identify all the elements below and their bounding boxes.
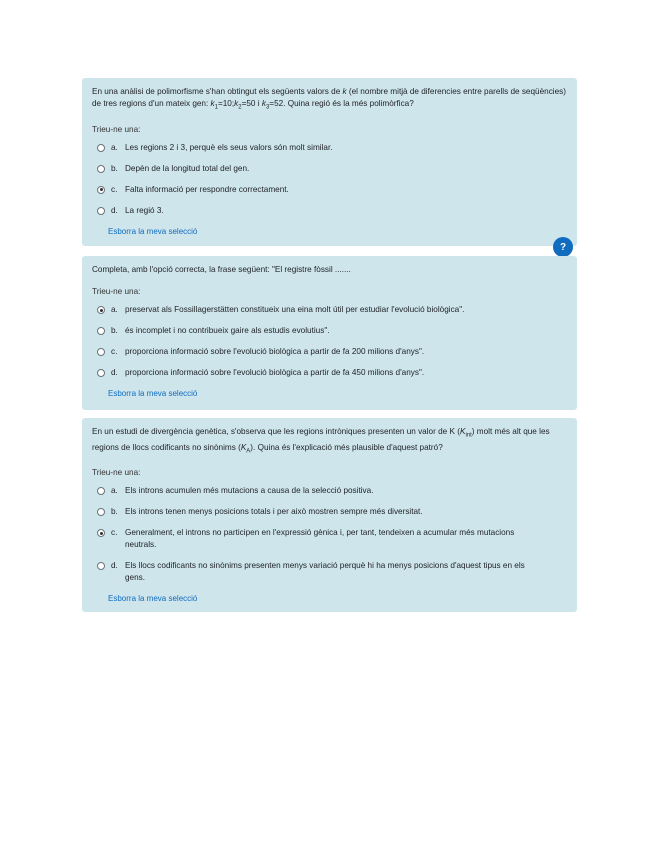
radio-button[interactable] (97, 165, 105, 173)
option-text: Els introns tenen menys posicions totals i per això mostren sempre més diversitat. (125, 507, 423, 517)
option-c[interactable] (92, 184, 567, 196)
option-text: preservat als Fossillagerstätten constitueix una eina molt útil per estudiar l'evolució biològica". (125, 305, 465, 314)
question-card-1 (82, 78, 577, 246)
radio-button[interactable] (97, 508, 105, 516)
question-text: Completa, amb l'opció correcta, la frase següent: "El registre fòssil ....... (92, 265, 351, 274)
option-d[interactable] (92, 367, 567, 379)
option-c[interactable] (92, 527, 567, 551)
option-text: Generalment, el introns no participen en l'expressió gènica i, per tant, tendeixen a acumular més mutacions neutrals. (125, 528, 515, 550)
radio-button[interactable] (97, 186, 105, 194)
option-letter: b. (111, 163, 118, 173)
option-c[interactable] (92, 346, 567, 358)
option-letter: d. (111, 205, 118, 215)
option-b[interactable] (92, 325, 567, 337)
option-text: Falta informació per respondre correctament. (125, 184, 289, 194)
option-letter: b. (111, 507, 118, 517)
radio-button[interactable] (97, 529, 105, 537)
radio-button[interactable] (97, 144, 105, 152)
radio-button[interactable] (97, 348, 105, 356)
option-letter: a. (111, 142, 118, 152)
option-text: Els llocs codificants no sinònims presenten menys variació perquè hi ha menys posicions d'aquest tipus en els gens. (125, 561, 525, 583)
option-a[interactable] (92, 142, 567, 154)
help-icon[interactable]: ? (553, 237, 573, 257)
question-card-3 (82, 418, 577, 612)
option-letter: d. (111, 368, 118, 377)
option-text: Depèn de la longitud total del gen. (125, 163, 250, 173)
option-d[interactable] (92, 560, 567, 584)
option-text: és incomplet i no contribueix gaire als estudis evolutius". (125, 326, 330, 335)
option-letter: d. (111, 561, 118, 571)
option-a[interactable] (92, 304, 567, 316)
option-text: Els introns acumulen més mutacions a causa de la selecció positiva. (125, 486, 374, 496)
option-text: La regió 3. (125, 205, 164, 215)
option-letter: a. (111, 305, 118, 314)
option-text: Les regions 2 i 3, perquè els seus valors són molt similar. (125, 142, 333, 152)
question-text: En un estudi de divergència genètica, s'observa que les regions intròniques presenten un valor de K $(K_{int})$ molt més alt que les regions de llocs codificants no sinònims $(K_A)$. Quina és l'explicació més plausible d'aquest patró? (92, 427, 550, 455)
radio-button[interactable] (97, 207, 105, 215)
option-b[interactable] (92, 506, 567, 518)
clear-selection-link[interactable]: Esborra la meva selecció (108, 226, 198, 236)
clear-selection-link[interactable]: Esborra la meva selecció (108, 594, 198, 604)
option-b[interactable] (92, 163, 567, 175)
option-text: proporciona informació sobre l'evolució biològica a partir de fa 450 milions d'anys". (125, 368, 425, 377)
option-letter: a. (111, 486, 118, 496)
option-letter: c. (111, 347, 118, 356)
radio-button[interactable] (97, 369, 105, 377)
radio-button[interactable] (97, 487, 105, 495)
choose-one-prompt: Trieu-ne una: (92, 468, 141, 478)
option-letter: c. (111, 184, 118, 194)
option-d[interactable] (92, 205, 567, 217)
option-a[interactable] (92, 485, 567, 497)
radio-button[interactable] (97, 562, 105, 570)
question-text: En una anàlisi de polimorfisme s'han obtingut els següents valors de k (el nombre mitjà de diferencies entre parells de seqüències) de tres regions d'un mateix gen: $k_1=10;k_2=50$ i $k_3=52$. Quina regió és la més polimòrfica? (92, 87, 566, 111)
clear-selection-link[interactable]: Esborra la meva selecció (108, 389, 198, 398)
question-card-2 (82, 256, 577, 410)
option-letter: c. (111, 528, 118, 538)
radio-button[interactable] (97, 327, 105, 335)
choose-one-prompt: Trieu-ne una: (92, 287, 141, 296)
radio-button[interactable] (97, 306, 105, 314)
choose-one-prompt: Trieu-ne una: (92, 124, 141, 134)
option-text: proporciona informació sobre l'evolució biològica a partir de fa 200 milions d'anys". (125, 347, 425, 356)
option-letter: b. (111, 326, 118, 335)
